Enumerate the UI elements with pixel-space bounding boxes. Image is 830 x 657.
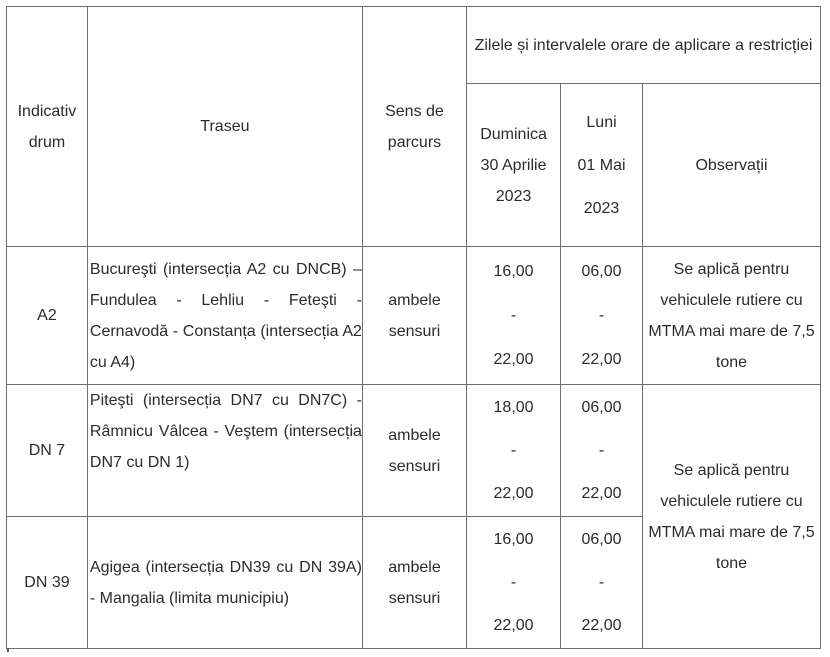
cell-duminica-interval bbox=[467, 247, 561, 385]
header-sens-de-parcurs bbox=[362, 7, 466, 247]
cell-sens bbox=[362, 517, 466, 649]
cell-luni-interval bbox=[561, 385, 643, 517]
interval-end: 22,00 bbox=[493, 350, 534, 368]
cell-drum: DN 7 bbox=[7, 385, 88, 517]
header-zilele-intervale: Zilele și intervalele orare de aplicare a restricției bbox=[467, 7, 821, 84]
interval-end: 22,00 bbox=[581, 485, 622, 502]
interval-end: 22,00 bbox=[581, 617, 622, 634]
header-duminica-year: 2023 bbox=[495, 187, 532, 205]
stray-mark bbox=[7, 648, 9, 652]
interval-start: 16,00 bbox=[493, 531, 534, 548]
cell-duminica-interval bbox=[467, 385, 561, 517]
header-duminica-day: Duminica bbox=[480, 125, 547, 143]
interval-start: 18,00 bbox=[493, 399, 534, 416]
cell-observatii: Se aplică pentru vehiculele rutiere cu MTMA mai mare de 7,5 tone bbox=[642, 385, 820, 649]
cell-sens-line1: ambele bbox=[388, 291, 441, 309]
interval-end: 22,00 bbox=[581, 350, 622, 368]
cell-sens-line2: sensuri bbox=[388, 457, 441, 475]
header-luni-year: 2023 bbox=[583, 199, 620, 217]
cell-duminica-interval bbox=[467, 517, 561, 649]
interval-dash: - bbox=[598, 306, 605, 324]
header-duminica-date: 30 Aprilie bbox=[480, 156, 547, 174]
cell-traseu: Piteşti (intersecția DN7 cu DN7C) - Râmnicu Vâlcea - Veştem (intersecția DN7 cu DN 1) bbox=[87, 385, 362, 517]
interval-dash: - bbox=[510, 574, 517, 591]
table-row bbox=[7, 247, 821, 385]
interval-dash: - bbox=[598, 574, 605, 591]
cell-sens-line1: ambele bbox=[388, 426, 441, 444]
cell-traseu: Bucureşti (intersecția A2 cu DNCB) – Fundulea - Lehliu - Feteşti - Cernavodă - Constanța (intersecția A2 cu A4) bbox=[87, 247, 362, 385]
header-traseu: Traseu bbox=[87, 7, 362, 247]
cell-sens-line1: ambele bbox=[388, 558, 441, 576]
interval-dash: - bbox=[598, 442, 605, 459]
interval-start: 06,00 bbox=[581, 399, 622, 416]
cell-luni-interval bbox=[561, 517, 643, 649]
header-indicativ-line1: Indicativ bbox=[17, 102, 77, 120]
cell-drum: DN 39 bbox=[7, 517, 88, 649]
header-observatii: Observații bbox=[642, 84, 820, 247]
interval-dash: - bbox=[510, 442, 517, 459]
cell-sens-line2: sensuri bbox=[388, 322, 441, 340]
cell-sens bbox=[362, 247, 466, 385]
header-luni bbox=[561, 84, 643, 247]
cell-drum: A2 bbox=[7, 247, 88, 385]
cell-sens-line2: sensuri bbox=[388, 589, 441, 607]
cell-observatii: Se aplică pentru vehiculele rutiere cu MTMA mai mare de 7,5 tone bbox=[642, 247, 820, 385]
interval-start: 06,00 bbox=[581, 262, 622, 280]
header-indicativ-drum bbox=[7, 7, 88, 247]
header-sens-line1: Sens de bbox=[385, 102, 444, 120]
cell-traseu: Agigea (intersecția DN39 cu DN 39A) - Mangalia (limita municipiu) bbox=[87, 517, 362, 649]
header-duminica bbox=[467, 84, 561, 247]
interval-end: 22,00 bbox=[493, 485, 534, 502]
header-indicativ-line2: drum bbox=[28, 133, 66, 151]
interval-end: 22,00 bbox=[493, 617, 534, 634]
interval-start: 16,00 bbox=[493, 262, 534, 280]
header-luni-date: 01 Mai bbox=[577, 156, 626, 174]
interval-dash: - bbox=[510, 306, 517, 324]
interval-start: 06,00 bbox=[581, 531, 622, 548]
cell-sens bbox=[362, 385, 466, 517]
table-row bbox=[7, 385, 821, 517]
header-sens-line2: parcurs bbox=[387, 133, 442, 151]
header-luni-day: Luni bbox=[586, 113, 617, 131]
restriction-table bbox=[6, 6, 821, 649]
cell-luni-interval bbox=[561, 247, 643, 385]
